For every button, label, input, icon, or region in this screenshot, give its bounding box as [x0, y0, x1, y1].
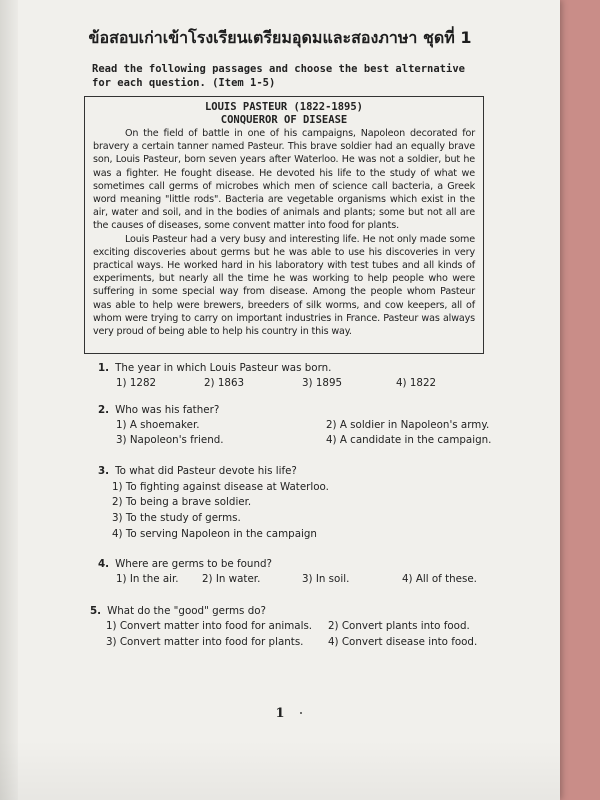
- question-text: Who was his father?: [115, 404, 220, 416]
- passage-box: [84, 96, 484, 354]
- option-4[interactable]: 4) Convert disease into food.: [328, 636, 478, 648]
- question-text: What do the "good" germs do?: [107, 605, 266, 617]
- question-text: To what did Pasteur devote his life?: [115, 465, 297, 477]
- passage-title: LOUIS PASTEUR (1822-1895): [204, 101, 364, 113]
- option-3[interactable]: 3) Convert matter into food for plants.: [106, 636, 304, 648]
- question-number: 4.: [98, 558, 110, 570]
- option-1[interactable]: 1) 1282: [116, 377, 157, 389]
- page-title: ข้อสอบเก่าเข้าโรงเรียนเตรียมอุดมและสองภาษา ชุดที่ 1: [88, 28, 472, 47]
- option-1[interactable]: 1) To fighting against disease at Waterloo.: [112, 481, 329, 493]
- option-4[interactable]: 4) 1822: [396, 377, 437, 389]
- question-text: Where are germs to be found?: [115, 558, 272, 570]
- page-number: 1: [275, 706, 285, 721]
- option-2[interactable]: 2) A soldier in Napoleon's army.: [326, 419, 490, 431]
- option-3[interactable]: 3) In soil.: [302, 573, 350, 585]
- passage-subtitle: CONQUEROR OF DISEASE: [220, 114, 348, 126]
- option-1[interactable]: 1) In the air.: [116, 573, 179, 585]
- option-1[interactable]: 1) Convert matter into food for animals.: [106, 620, 313, 632]
- option-3[interactable]: 3) 1895: [302, 377, 343, 389]
- passage-paragraph-2: Louis Pasteur had a very busy and interesting life. He not only made some exciting discoveries about germs but he was able to use his discoveries in very practical ways. He worked hard in his laboratory with test tubes and all kinds of experiments, but nearly all the time he was working to help people who were suffering in some special way from disease. Among the people whom Pasteur was able to help were brewers, breeders of silk worms, and cow keepers, all of whom were trying to carry on important industries in France. Pasteur was always very proud of being able to help his country in this way.: [93, 233, 475, 338]
- passage-paragraph-1: On the field of battle in one of his campaigns, Napoleon decorated for bravery a certain tanner named Pasteur. This brave soldier had an equally brave son, Louis Pasteur, born seven years after Waterloo. He was not a soldier, but he was a fighter. He fought disease. He devoted his life to the study of what we sometimes call germs of microbes which men of science call bacteria, a Greek word meaning "little rods". Bacteria are vegetable organisms which exist in the air, water and soil, and in the bodies of animals and plants; some but not all are the causes of diseases, some convent matter into food for plants.: [93, 128, 475, 232]
- instructions: Read the following passages and choose the best alternative for each question. (Item 1-5): [92, 63, 465, 89]
- option-2[interactable]: 2) In water.: [202, 573, 261, 585]
- option-3[interactable]: 3) Napoleon's friend.: [116, 434, 224, 446]
- option-2[interactable]: 2) 1863: [204, 377, 245, 389]
- option-1[interactable]: 1) A shoemaker.: [116, 419, 200, 431]
- question-text: The year in which Louis Pasteur was born.: [115, 362, 332, 374]
- option-4[interactable]: 4) To serving Napoleon in the campaign: [112, 528, 317, 540]
- option-4[interactable]: 4) A candidate in the campaign.: [326, 434, 492, 446]
- question-number: 5.: [90, 605, 102, 617]
- option-3[interactable]: 3) To the study of germs.: [112, 512, 241, 524]
- page-shadow: [0, 740, 560, 800]
- option-2[interactable]: 2) To being a brave soldier.: [112, 496, 252, 508]
- option-4[interactable]: 4) All of these.: [402, 573, 477, 585]
- ink-dot: [300, 712, 302, 714]
- question-number: 1.: [98, 362, 110, 374]
- option-2[interactable]: 2) Convert plants into food.: [328, 620, 470, 632]
- book-spine: [0, 0, 18, 800]
- question-number: 2.: [98, 404, 110, 416]
- question-number: 3.: [98, 465, 110, 477]
